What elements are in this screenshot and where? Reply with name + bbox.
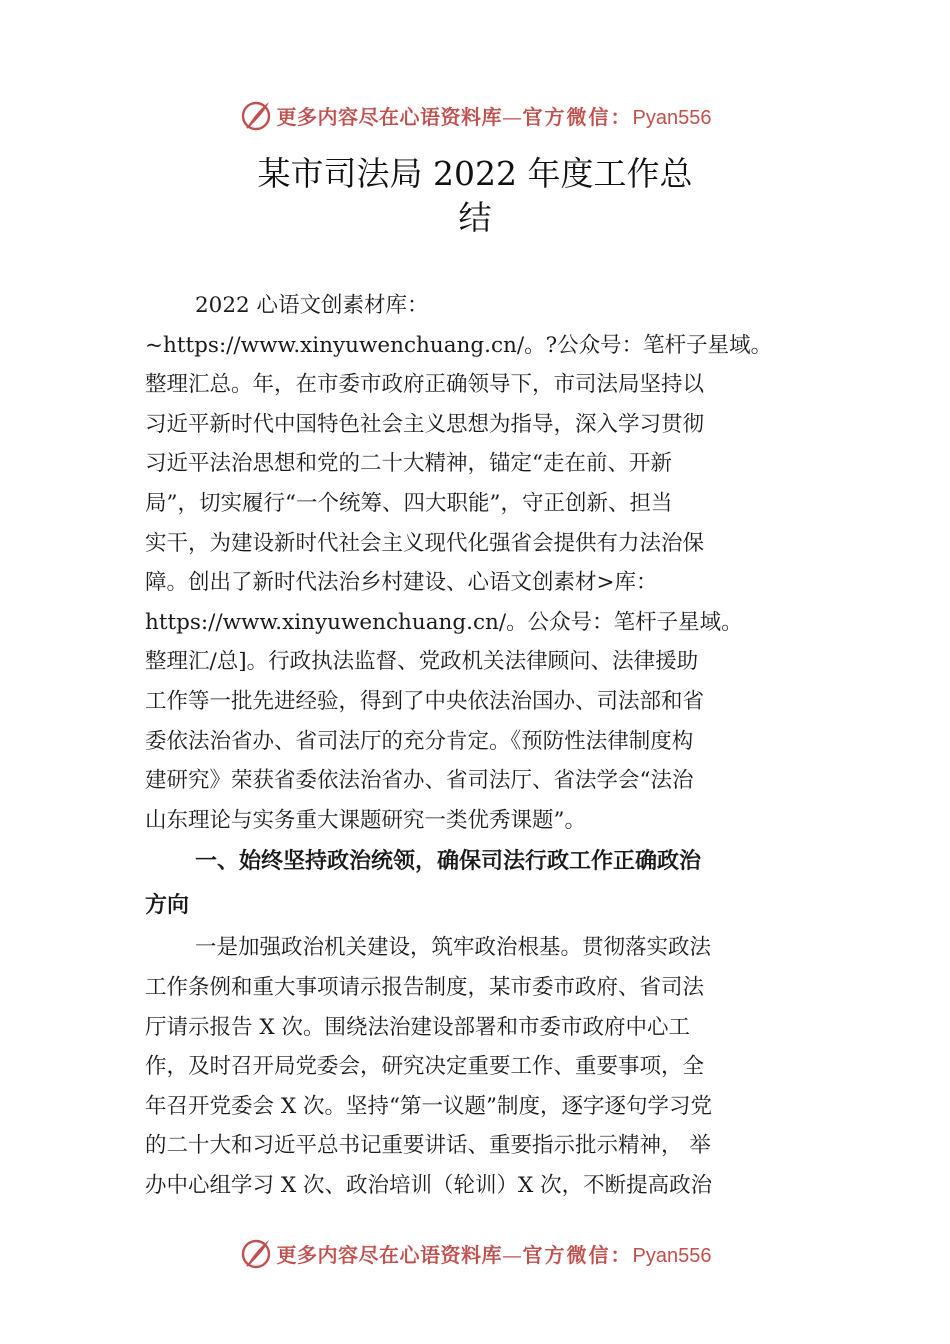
title-line: 结: [458, 198, 492, 237]
paragraph-line: 办中心组学习 X 次、政治培训（轮训）X 次，不断提高政治: [145, 1172, 713, 1198]
paragraph-line: 一是加强政治机关建设，筑牢政治根基。贯彻落实政法: [195, 935, 712, 961]
title-line: 某市司法局 2022 年度工作总: [257, 154, 693, 193]
paragraph-line: 厅请示报告 X 次。围绕法治建设部署和市委市政府中心工: [145, 1014, 690, 1040]
paragraph-line: 习近平法治思想和党的二十大精神，锚定“走在前、开新: [145, 451, 672, 477]
paragraph-line: 障。创出了新时代法治乡村建设、心语文创素材>库：: [145, 570, 658, 596]
paragraph-line: 山东理论与实务重大课题研究一类优秀课题”。: [145, 807, 586, 833]
section-heading: 方向: [145, 893, 190, 919]
paragraph-line: 2022 心语文创素材库：: [195, 293, 429, 318]
section-heading: 一、始终坚持政治统领，确保司法行政工作正确政治: [195, 849, 702, 875]
watermark-text: 更多内容尽在心语资料库—官方微信：Pyan556: [276, 104, 712, 129]
paragraph-line: 年召开党委会 X 次。坚持“第一议题”制度，逐字逐句学习党: [145, 1093, 712, 1119]
quill-logo-icon: [239, 1236, 273, 1270]
document-title: [0, 152, 950, 240]
paragraph-line: 委依法治省办、省司法厅的充分肯定。《预防性法律制度构: [145, 728, 694, 754]
paragraph-line: 习近平新时代中国特色社会主义思想为指导，深入学习贯彻: [145, 411, 705, 437]
paragraph-line: 整理汇总。年，在市委市政府正确领导下，市司法局坚持以: [145, 372, 705, 398]
paragraph-line: 局”，切实履行“一个统筹、四大职能”，守正创新、担当: [145, 490, 673, 516]
document-body: [145, 286, 835, 1205]
paragraph-line: 作，及时召开局党委会，研究决定重要工作、重要事项，全: [145, 1054, 705, 1080]
watermark-banner-top: [0, 95, 950, 135]
paragraph-line: 建研究》荣获省委依法治省办、省司法厅、省法学会“法治: [145, 768, 694, 794]
quill-logo-icon: [239, 98, 273, 132]
watermark-banner-bottom: [0, 1233, 950, 1273]
paragraph-line: 工作条例和重大事项请示报告制度，某市委市政府、省司法: [145, 974, 705, 1000]
paragraph-line: 实干，为建设新时代社会主义现代化强省会提供有力法治保: [145, 530, 705, 556]
paragraph-line: 整理汇/总]。行政执法监督、党政机关法律顾问、法律援助: [145, 649, 699, 675]
watermark-text: 更多内容尽在心语资料库—官方微信：Pyan556: [276, 1242, 712, 1267]
paragraph-line: 的二十大和习近平总书记重要讲话、重要指示批示精神， 举: [145, 1133, 711, 1159]
paragraph-line: ~https://www.xinyuwenchuang.cn/。?公众号：笔杆子星域。: [145, 332, 773, 358]
paragraph-line: 工作等一批先进经验，得到了中央依法治国办、司法部和省: [145, 688, 705, 714]
paragraph-line: https://www.xinyuwenchuang.cn/。公众号：笔杆子星域。: [145, 609, 743, 635]
